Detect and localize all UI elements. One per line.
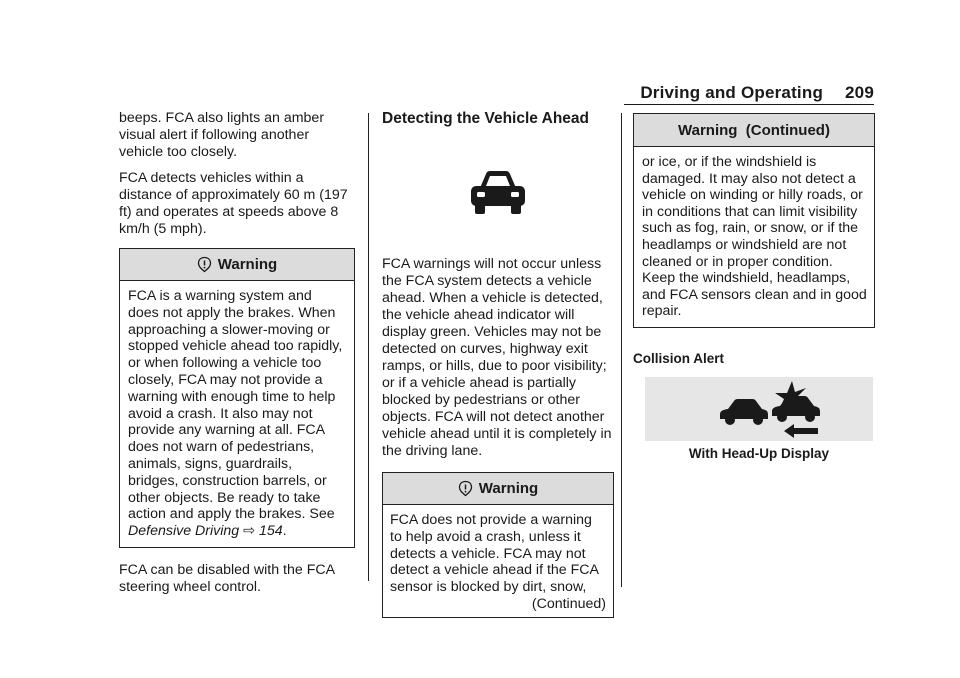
xref-page: 154	[258, 523, 283, 540]
running-header	[640, 83, 874, 103]
arrow-left-icon	[784, 424, 818, 438]
warning-title: Warning	[478, 480, 539, 497]
column-2	[382, 110, 614, 618]
collision-alert-figure	[645, 377, 873, 441]
warning-body	[383, 505, 613, 617]
figure-caption: With Head-Up Display	[688, 445, 830, 461]
xref-tail: .	[282, 523, 287, 540]
xref-title: Defensive Driving	[128, 523, 240, 540]
vehicle-ahead-figure	[382, 128, 614, 256]
warning-text: FCA does not provide a warning to help avoid a crash, unless it detects a vehicle. FCA may not detect a vehicle ahead if the FCA sensor is blocked by dirt, snow,	[390, 512, 599, 596]
subheading: Collision Alert	[633, 350, 725, 366]
vehicle-ahead-icon	[466, 168, 530, 216]
warning-box-continued	[633, 113, 875, 328]
warning-title: Warning (Continued)	[678, 121, 830, 139]
collision-alert-icon	[684, 379, 834, 439]
header-rule	[624, 104, 874, 105]
warning-header	[383, 473, 613, 505]
warning-box	[382, 472, 614, 618]
column-divider	[368, 113, 369, 581]
warning-text: FCA is a warning system and does not apply the brakes. When approaching a slower-moving or stopped vehicle ahead too rapidly, or when following a vehicle too closely, FCA may not provide a warning with enough time to help avoid a crash. It also may not provide any warning at all. FCA does not warn of pedestrians, animals, signs, guardrails, bridges, construction barrels, or other objects. Be ready to take action and apply the brakes. See	[128, 288, 343, 523]
warning-box	[119, 248, 355, 548]
warning-header	[634, 114, 874, 147]
column-divider	[621, 113, 622, 587]
continued-label: (Continued)	[531, 595, 606, 612]
section-title: Driving and Operating	[640, 83, 824, 102]
column-3	[633, 113, 875, 462]
warning-title: Warning	[217, 256, 278, 273]
warning-icon	[458, 480, 473, 497]
page-number: 209	[845, 83, 874, 102]
warning-header	[120, 249, 354, 281]
section-heading: Detecting the Vehicle Ahead	[382, 110, 590, 127]
paragraph: beeps. FCA also lights an amber visual alert if following another vehicle too closely.	[119, 110, 325, 160]
paragraph: FCA detects vehicles within a distance of approximately 60 m (197 ft) and operates at speeds above 8 km/h (5 mph).	[119, 170, 348, 237]
warning-body	[634, 147, 874, 327]
page-ref-icon: ⇨	[243, 523, 256, 540]
warning-text: or ice, or if the windshield is damaged. It may also not detect a vehicle on winding or hilly roads, or in conditions that can limit visibility such as fog, rain, or snow, or if the headlamps or windshield are not cleaned or in proper condition. Keep the windshield, headlamps, and FCA sensors clean and in good repair.	[642, 154, 867, 320]
warning-body	[120, 281, 354, 547]
column-1	[119, 110, 355, 605]
cross-reference-link[interactable]	[128, 523, 283, 539]
paragraph: FCA can be disabled with the FCA steering wheel control.	[119, 561, 335, 595]
paragraph: FCA warnings will not occur unless the FCA system detects a vehicle ahead. When a vehicle is detected, the vehicle ahead indicator will display green. Vehicles may not be detected on curves, highway exit ramps, or hills, due to poor visibility; or if a vehicle ahead is partially blocked by pedestrians or other objects. FCA will not detect another vehicle ahead until it is completely in the driving lane.	[382, 256, 612, 459]
warning-icon	[197, 256, 212, 273]
